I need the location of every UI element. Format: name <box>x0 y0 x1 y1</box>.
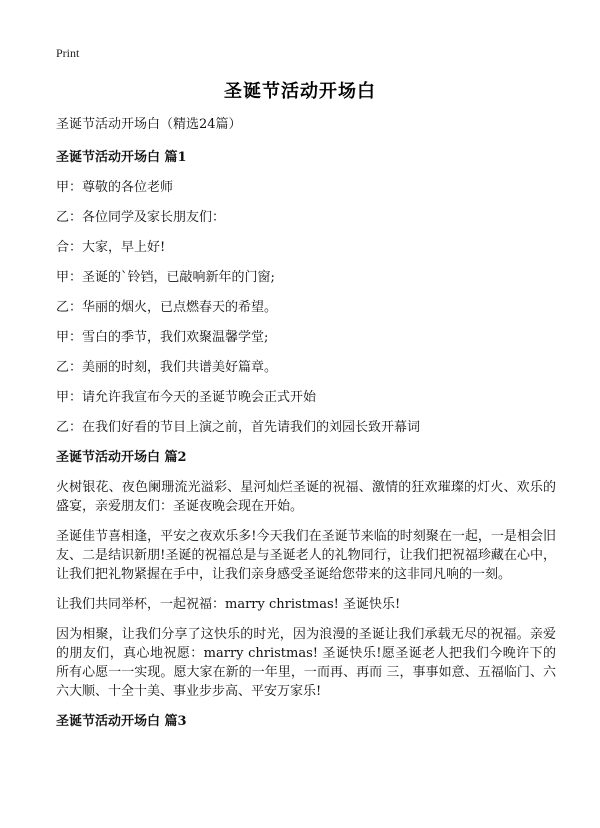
dialogue-line: 乙：美丽的时刻，我们共谱美好篇章。 <box>56 360 278 375</box>
paragraph: 圣诞佳节喜相逢，平安之夜欢乐多!今天我们在圣诞节来临的时刻聚在一起，一是相会旧友、二是结识新朋!圣诞的祝福总是与圣诞老人的礼物同行，让我们把祝福珍藏在心中，让我们把礼物紧握在手中，让我们亲身感受圣诞给您带来的这非同凡响的一刻。 <box>56 529 556 582</box>
dialogue-line: 甲：雪白的季节，我们欢聚温馨学堂; <box>56 330 269 345</box>
dialogue-line: 乙：在我们好看的节目上演之前，首先请我们的刘园长致开幕词 <box>56 420 421 435</box>
dialogue-line: 甲：请允许我宣布今天的圣诞节晚会正式开始 <box>56 390 317 405</box>
section-heading: 圣诞节活动开场白 篇2 <box>56 450 187 465</box>
dialogue-line: 乙：各位同学及家长朋友们： <box>56 210 226 225</box>
paragraph: 让我们共同举杯，一起祝福：marry christmas! 圣诞快乐! <box>56 597 401 612</box>
dialogue-line: 合：大家，早上好! <box>56 240 166 255</box>
paragraph: 火树银花、夜色阑珊流光溢彩、星河灿烂圣诞的祝福、激情的狂欢璀璨的灯火、欢乐的盛宴，亲爱朋友们：圣诞夜晚会现在开始。 <box>56 480 556 514</box>
dialogue-line: 乙：华丽的烟火，已点燃春天的希望。 <box>56 300 278 315</box>
document-title: 圣诞节活动开场白 <box>224 81 376 102</box>
dialogue-line: 甲：圣诞的`铃铛，已敲响新年的门窗; <box>56 270 275 285</box>
section-3 <box>56 712 556 731</box>
dialogue-line: 甲：尊敬的各位老师 <box>56 180 174 195</box>
section-heading: 圣诞节活动开场白 篇3 <box>56 714 187 729</box>
print-label: Print <box>56 46 80 60</box>
document-subtitle: 圣诞节活动开场白（精选24篇） <box>56 117 242 132</box>
document-body <box>56 115 556 742</box>
section-2 <box>56 448 556 701</box>
section-1 <box>56 148 556 437</box>
section-heading: 圣诞节活动开场白 篇1 <box>56 150 187 165</box>
paragraph: 因为相聚，让我们分享了这快乐的时光，因为浪漫的圣诞让我们承载无尽的祝福。亲爱的朋友们，真心地祝愿：marry christmas! 圣诞快乐!愿圣诞老人把我们今晚许下的所有心愿一一实现。愿大家在新的一年里，一而再、再而 三，事事如意、五福临门、六六大顺、十全十美、事业步步高、平安万家乐! <box>56 627 556 699</box>
